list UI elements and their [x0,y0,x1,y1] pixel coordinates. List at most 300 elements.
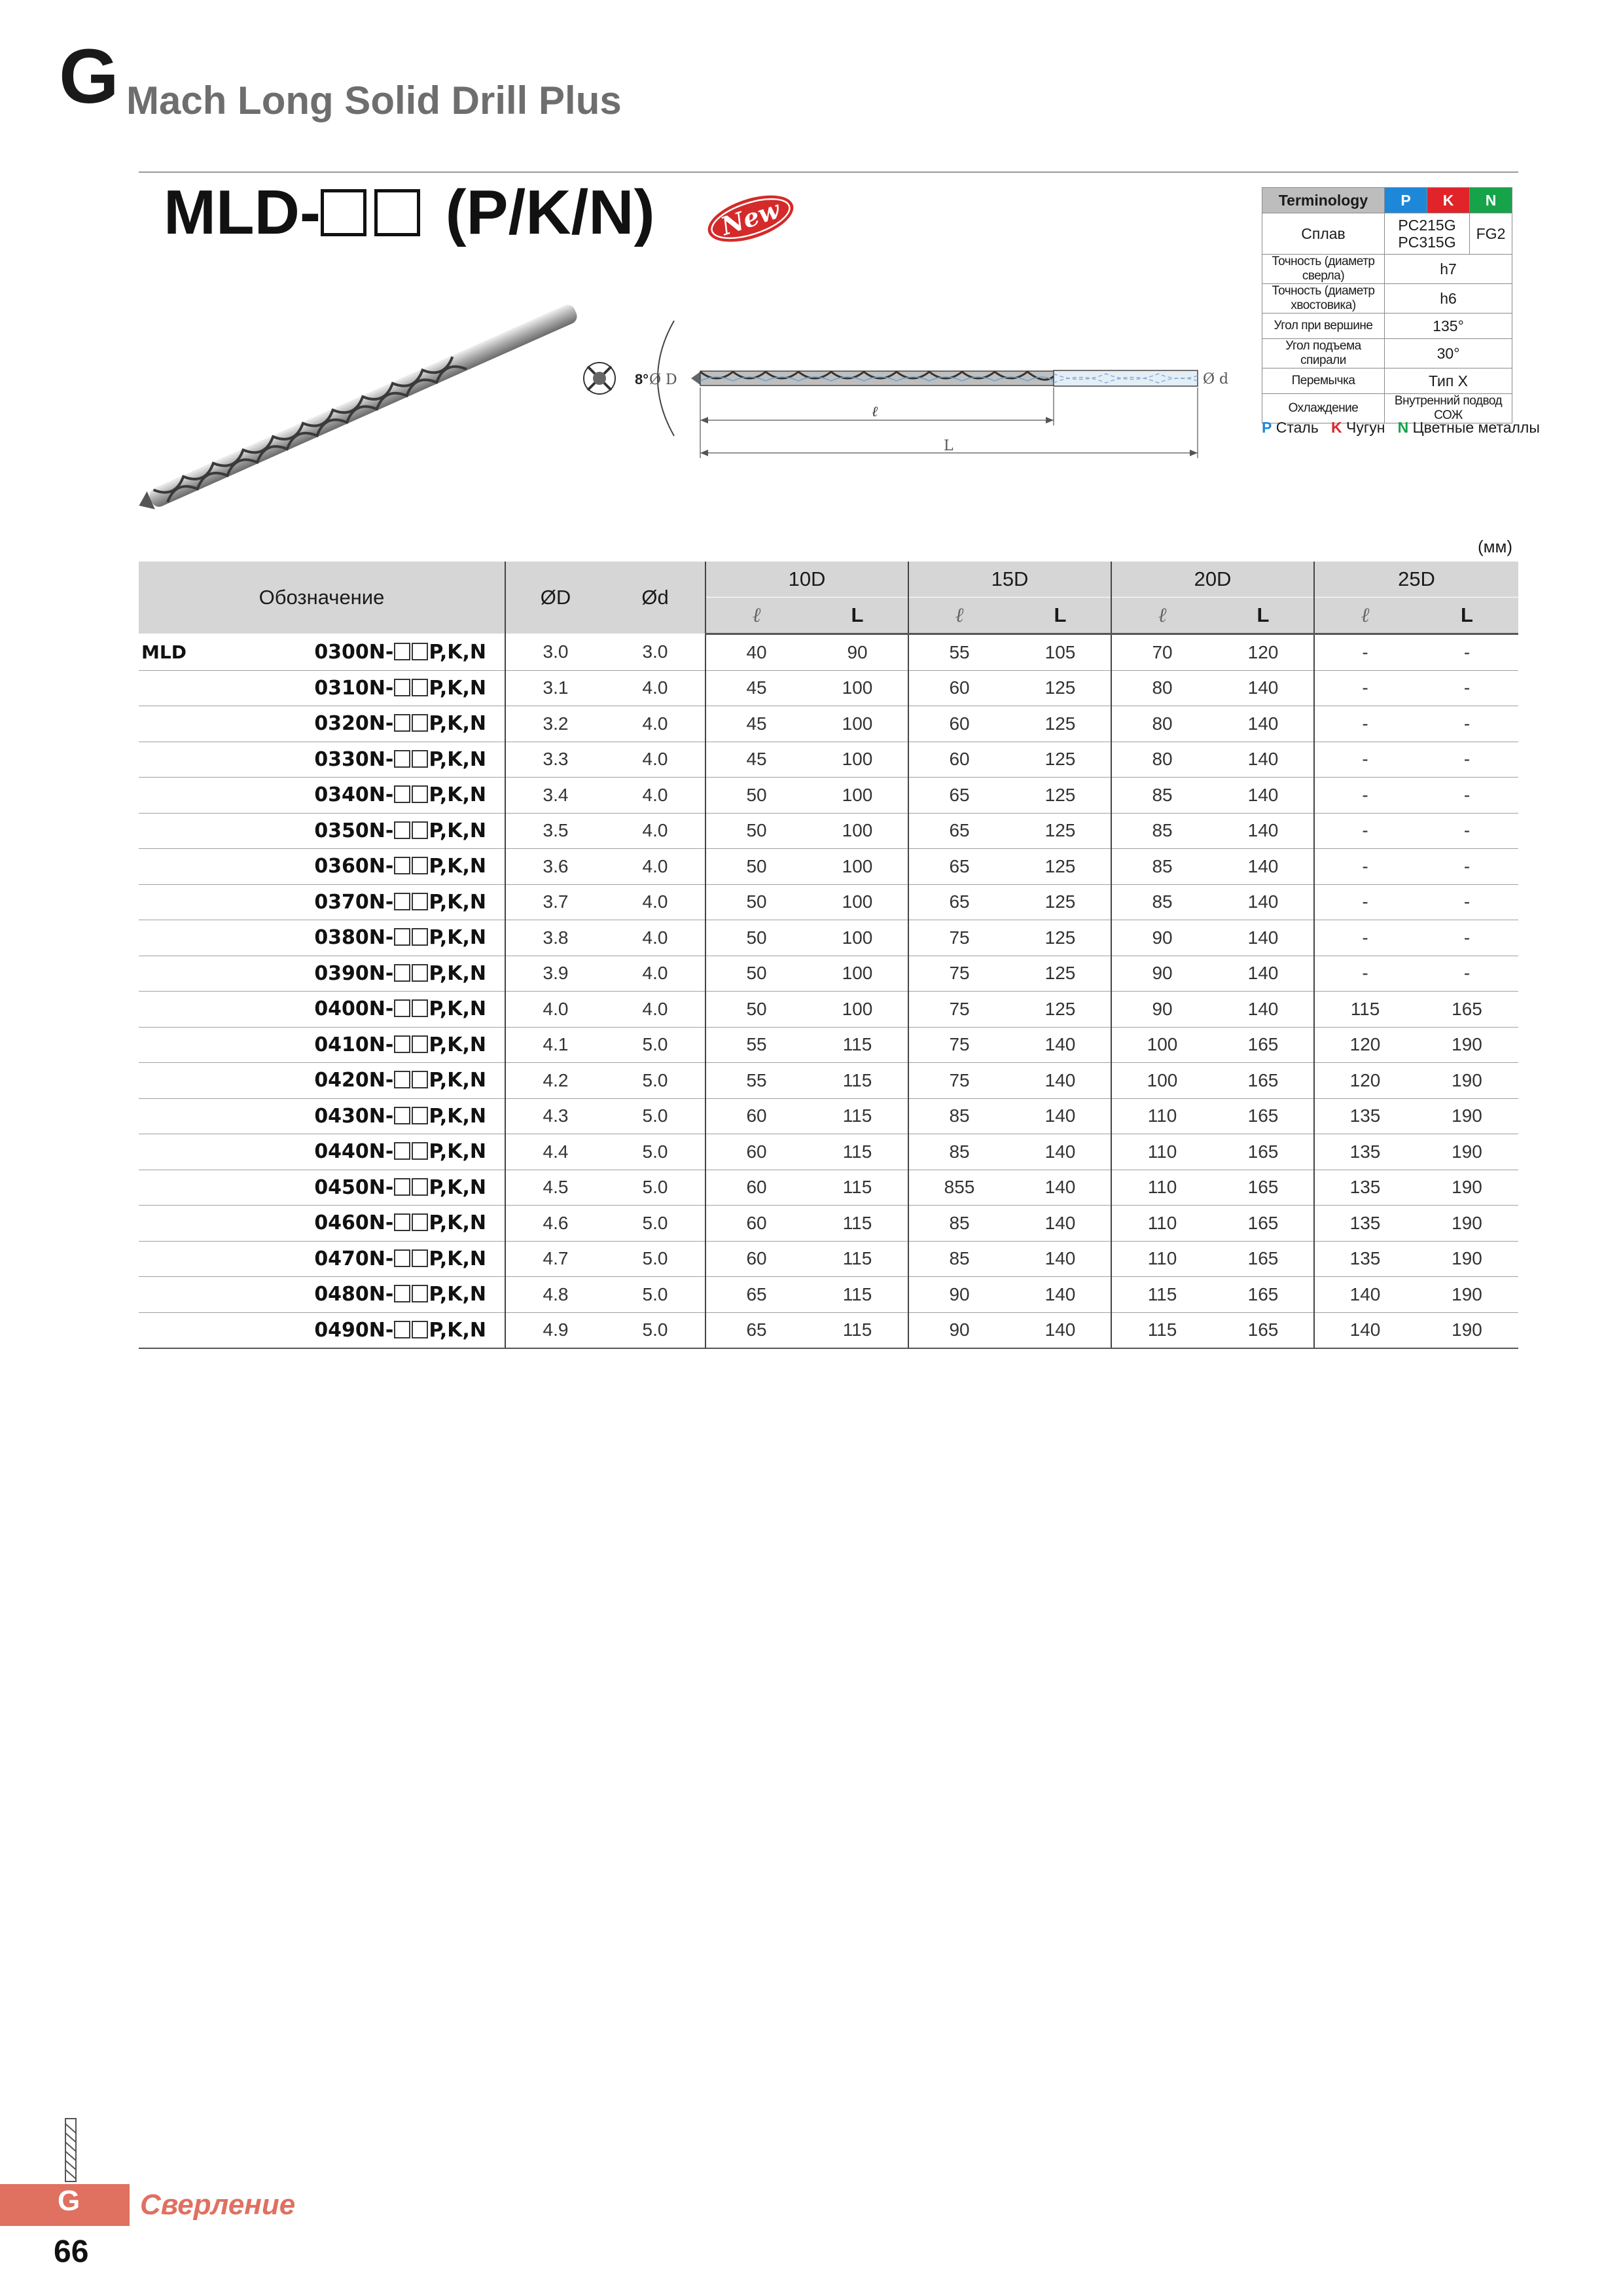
cell-ell: 75 [908,992,1010,1028]
cell-ell: 135 [1314,1134,1416,1170]
table-row [139,956,1518,992]
designation-tail: P,K,N [429,997,487,1021]
cell-D: 3.1 [505,670,605,706]
table-row [139,884,1518,920]
cell-ell: 110 [1111,1241,1213,1277]
cell-ell: 75 [908,1063,1010,1099]
table-row [139,1170,1518,1206]
designation-tail: P,K,N [429,1175,487,1199]
designation-code: 0420N- [314,1069,394,1092]
cell-D: 4.9 [505,1312,605,1348]
cell-L: 90 [807,634,908,671]
cell-ell: - [1314,742,1416,778]
legend-p: P [1262,419,1272,436]
cell-L: 140 [1213,706,1314,742]
designation-code: 0480N- [314,1283,394,1306]
cell-L: 125 [1010,920,1111,956]
cell-L: - [1416,706,1518,742]
placeholder-box-icon [412,750,428,768]
designation-code: 0410N- [314,1033,394,1056]
cell-L: 140 [1010,1312,1111,1348]
cell-ell: 45 [705,706,807,742]
placeholder-box-icon [394,1071,410,1088]
cell-ell: 80 [1111,706,1213,742]
designation-tail: P,K,N [429,712,487,736]
designation-cell [289,778,505,814]
spec-row-value: h6 [1385,284,1512,314]
cell-ell: 55 [705,1063,807,1099]
table-row [139,634,1518,671]
cell-ell: 90 [1111,920,1213,956]
cell-L: 165 [1213,1241,1314,1277]
series-cell [139,956,289,992]
cell-L: 165 [1213,1027,1314,1063]
designation-code: 0370N- [314,890,394,914]
cell-ell: 60 [908,706,1010,742]
cell-L: 190 [1416,1027,1518,1063]
designation-cell [289,884,505,920]
table-row [139,1241,1518,1277]
cell-L: 100 [807,956,908,992]
cell-L: 115 [807,1277,908,1313]
diagram-d-small: Ø d [1203,371,1229,387]
cell-d: 4.0 [605,670,705,706]
cell-ell: 55 [705,1027,807,1063]
placeholder-box-icon [394,1213,410,1231]
cell-L: - [1416,884,1518,920]
spec-row-label: Охлаждение [1262,394,1385,423]
placeholder-box-icon [394,857,410,874]
cell-ell: - [1314,813,1416,849]
placeholder-box-icon [394,679,410,696]
designation-cell [289,1312,505,1348]
placeholder-box-icon [412,679,428,696]
cell-ell: 85 [1111,813,1213,849]
series-cell [139,1170,289,1206]
placeholder-box-icon [412,1249,428,1267]
cell-L: 100 [807,920,908,956]
group-20D: 20D [1111,562,1314,598]
designation-cell [289,1134,505,1170]
cell-ell: 50 [705,884,807,920]
cell-ell: 60 [908,670,1010,706]
cell-L: 115 [807,1063,908,1099]
designation-cell [289,1098,505,1134]
cell-L: - [1416,956,1518,992]
placeholder-box-icon [394,821,410,839]
cell-L: 190 [1416,1170,1518,1206]
designation-cell [289,742,505,778]
cell-L: 140 [1010,1206,1111,1242]
cell-L: 140 [1010,1241,1111,1277]
designation-tail: P,K,N [429,783,487,807]
material-p: P [1385,188,1427,213]
designation-tail: P,K,N [429,1104,487,1128]
alloy-n: FG2 [1470,213,1512,255]
cell-d: 4.0 [605,920,705,956]
alloy-pk [1385,213,1470,255]
cell-ell: 115 [1314,992,1416,1028]
cell-D: 3.8 [505,920,605,956]
cell-ell: 85 [1111,849,1213,885]
cell-L: 100 [807,706,908,742]
series-cell [139,778,289,814]
legend-k: K [1331,419,1342,436]
cell-L: 190 [1416,1098,1518,1134]
cell-L: 140 [1213,670,1314,706]
legend-n: N [1397,419,1409,436]
material-k: K [1427,188,1470,213]
designation-tail: P,K,N [429,640,487,664]
units-label: (мм) [1478,537,1513,556]
cell-ell: 85 [908,1241,1010,1277]
series-cell [139,884,289,920]
placeholder-box-icon [374,189,420,236]
page-title: Mach Long Solid Drill Plus [126,79,622,122]
placeholder-box-icon [394,643,410,660]
cell-D: 4.7 [505,1241,605,1277]
cell-ell: - [1314,956,1416,992]
cell-L: 105 [1010,634,1111,671]
designation-tail: P,K,N [429,1283,487,1306]
diagram-angle: 8° [635,371,649,387]
table-row [139,1312,1518,1348]
designation-tail: P,K,N [429,819,487,842]
cell-d: 5.0 [605,1027,705,1063]
cell-L: 140 [1010,1277,1111,1313]
cell-d: 5.0 [605,1063,705,1099]
placeholder-box-icon [412,643,428,660]
cell-L: 100 [807,992,908,1028]
placeholder-box-icon [412,1321,428,1338]
cell-ell: 110 [1111,1134,1213,1170]
cell-L: 140 [1010,1098,1111,1134]
cell-ell: 115 [1111,1312,1213,1348]
cell-ell: 55 [908,634,1010,671]
spec-row-value: 135° [1385,314,1512,339]
cell-L: 125 [1010,670,1111,706]
table-row [139,1027,1518,1063]
spec-row-label: Угол при вершине [1262,314,1385,339]
cell-L: 125 [1010,992,1111,1028]
placeholder-box-icon [394,999,410,1017]
placeholder-box-icon [412,1071,428,1088]
footer-section-name: Сверление [140,2189,296,2221]
cell-L: 100 [807,778,908,814]
cell-ell: 75 [908,956,1010,992]
cell-L: 190 [1416,1206,1518,1242]
placeholder-box-icon [412,821,428,839]
material-n: N [1470,188,1512,213]
designation-tail: P,K,N [429,926,487,950]
spec-heading: Terminology [1262,188,1385,213]
cell-L: 125 [1010,742,1111,778]
cell-ell: 85 [908,1134,1010,1170]
cell-ell: 100 [1111,1027,1213,1063]
dimensions-table [139,562,1518,1349]
cell-D: 4.6 [505,1206,605,1242]
cell-ell: 120 [1314,1027,1416,1063]
designation-code: 0400N- [314,997,394,1021]
cell-ell: 135 [1314,1098,1416,1134]
diagram-L: L [944,438,954,454]
cell-L: 190 [1416,1312,1518,1348]
cell-ell: 50 [705,920,807,956]
sub-L: L [807,598,908,634]
designation-code: 0350N- [314,819,394,842]
cell-d: 4.0 [605,849,705,885]
designation-tail: P,K,N [429,961,487,985]
drill-icon [63,2117,79,2183]
cell-L: 115 [807,1206,908,1242]
cell-ell: 65 [908,884,1010,920]
table-row [139,813,1518,849]
spec-row-label: Точность (диаметр сверла) [1262,255,1385,284]
group-25D: 25D [1314,562,1518,598]
cell-d: 4.0 [605,742,705,778]
col-designation: Обозначение [139,562,505,634]
drill-diagram [576,308,1230,471]
sub-L: L [1010,598,1111,634]
cell-L: 165 [1213,1134,1314,1170]
designation-cell [289,1027,505,1063]
cell-D: 4.8 [505,1277,605,1313]
designation-tail: P,K,N [429,747,487,771]
designation-code: 0470N- [314,1247,394,1270]
placeholder-box-icon [412,1285,428,1302]
spec-table [1262,187,1512,423]
placeholder-box-icon [394,1249,410,1267]
designation-code: 0430N- [314,1104,394,1128]
cell-L: 115 [807,1027,908,1063]
group-15D: 15D [908,562,1111,598]
footer-section-letter: G [58,2185,80,2217]
designation-tail: P,K,N [429,855,487,878]
cell-ell: 110 [1111,1206,1213,1242]
designation-code: 0460N- [314,1211,394,1235]
series-cell [139,1134,289,1170]
designation-cell [289,1063,505,1099]
cell-L: 165 [1213,1312,1314,1348]
cell-ell: 85 [1111,884,1213,920]
cell-d: 4.0 [605,778,705,814]
placeholder-box-icon [412,714,428,732]
cell-L: 125 [1010,778,1111,814]
cell-L: 115 [807,1170,908,1206]
placeholder-box-icon [394,964,410,982]
designation-cell [289,1206,505,1242]
table-row [139,992,1518,1028]
legend-k-text: Чугун [1346,419,1385,436]
cell-L: 140 [1010,1134,1111,1170]
cell-ell: 110 [1111,1170,1213,1206]
cell-L: 100 [807,670,908,706]
designation-code: 0360N- [314,855,394,878]
designation-code: 0450N- [314,1175,394,1199]
table-row [139,1063,1518,1099]
cell-L: 140 [1213,992,1314,1028]
sub-ell: ℓ [908,598,1010,634]
cell-ell: 65 [705,1312,807,1348]
cell-ell: 50 [705,956,807,992]
material-legend [1262,419,1540,437]
cell-ell: 45 [705,742,807,778]
cell-ell: 80 [1111,670,1213,706]
series-cell [139,1312,289,1348]
placeholder-box-icon [394,750,410,768]
cell-ell: - [1314,884,1416,920]
sub-ell: ℓ [1111,598,1213,634]
legend-p-text: Сталь [1275,419,1319,436]
cell-L: 190 [1416,1134,1518,1170]
series-cell [139,1277,289,1313]
placeholder-box-icon [412,893,428,910]
cell-D: 4.4 [505,1134,605,1170]
cell-L: 190 [1416,1063,1518,1099]
series-cell [139,1027,289,1063]
col-D: ØD [505,562,605,634]
designation-code: 0310N- [314,676,394,700]
table-row [139,1277,1518,1313]
cell-D: 4.0 [505,992,605,1028]
cell-d: 4.0 [605,956,705,992]
cell-L: 140 [1213,742,1314,778]
cell-ell: 90 [1111,992,1213,1028]
cell-ell: 120 [1314,1063,1416,1099]
designation-tail: P,K,N [429,1211,487,1235]
cell-D: 4.3 [505,1098,605,1134]
cell-ell: 60 [705,1241,807,1277]
spec-row-label: Перемычка [1262,368,1385,394]
drill-photo [137,298,589,514]
cell-D: 3.7 [505,884,605,920]
designation-cell [289,992,505,1028]
cell-L: 115 [807,1312,908,1348]
cell-ell: 65 [908,778,1010,814]
dimensions-table-body [139,634,1518,1349]
designation-code: 0330N- [314,747,394,771]
placeholder-box-icon [412,928,428,946]
placeholder-box-icon [412,1213,428,1231]
table-row [139,920,1518,956]
cell-D: 4.5 [505,1170,605,1206]
cell-L: 165 [1213,1170,1314,1206]
cell-L: 190 [1416,1277,1518,1313]
cell-d: 4.0 [605,992,705,1028]
sub-ell: ℓ [705,598,807,634]
series-cell [139,920,289,956]
cell-ell: 60 [908,742,1010,778]
cell-L: 140 [1213,813,1314,849]
cell-L: 140 [1010,1170,1111,1206]
legend-n-text: Цветные металлы [1412,419,1540,436]
cell-D: 4.2 [505,1063,605,1099]
cell-ell: 65 [705,1277,807,1313]
cell-L: 165 [1213,1277,1314,1313]
placeholder-box-icon [394,1321,410,1338]
table-row [139,849,1518,885]
cell-ell: 135 [1314,1241,1416,1277]
table-row [139,1098,1518,1134]
designation-cell [289,670,505,706]
cell-d: 5.0 [605,1170,705,1206]
table-row [139,778,1518,814]
sub-ell: ℓ [1314,598,1416,634]
cell-L: - [1416,742,1518,778]
cell-ell: 135 [1314,1170,1416,1206]
cell-L: - [1416,849,1518,885]
section-letter: G [59,33,119,120]
designation-cell [289,1170,505,1206]
table-row [139,670,1518,706]
placeholder-box-icon [321,189,366,236]
designation-cell [289,956,505,992]
cell-L: 125 [1010,849,1111,885]
cell-L: - [1416,634,1518,671]
designation-cell [289,634,505,671]
cell-ell: 60 [705,1098,807,1134]
series-cell: MLD [139,634,289,671]
cell-D: 3.3 [505,742,605,778]
cell-d: 5.0 [605,1206,705,1242]
designation-code: 0380N- [314,926,394,950]
placeholder-box-icon [412,999,428,1017]
spec-row-value: 30° [1385,339,1512,368]
cell-ell: 135 [1314,1206,1416,1242]
designation-code: 0340N- [314,783,394,807]
series-cell [139,706,289,742]
designation-tail: P,K,N [429,676,487,700]
cell-d: 5.0 [605,1277,705,1313]
designation-code: 0300N- [314,640,394,664]
cell-ell: 85 [1111,778,1213,814]
cell-L: 120 [1213,634,1314,671]
cell-D: 4.1 [505,1027,605,1063]
cell-ell: 80 [1111,742,1213,778]
cell-d: 4.0 [605,884,705,920]
cell-ell: 100 [1111,1063,1213,1099]
cell-D: 3.6 [505,849,605,885]
cell-d: 3.0 [605,634,705,671]
cell-ell: - [1314,670,1416,706]
product-suffix: (P/K/N) [427,177,655,247]
cell-L: 125 [1010,813,1111,849]
table-row [139,1206,1518,1242]
col-d: Ød [605,562,705,634]
cell-ell: 115 [1111,1277,1213,1313]
cell-ell: 75 [908,1027,1010,1063]
placeholder-box-icon [394,714,410,732]
designation-cell [289,1241,505,1277]
placeholder-box-icon [394,1178,410,1196]
cell-L: 140 [1213,920,1314,956]
cell-L: 165 [1213,1098,1314,1134]
cell-L: 190 [1416,1241,1518,1277]
cell-ell: 60 [705,1206,807,1242]
cell-ell: - [1314,778,1416,814]
table-row [139,706,1518,742]
spec-row-value: h7 [1385,255,1512,284]
page-number: 66 [54,2234,89,2269]
cell-ell: 90 [1111,956,1213,992]
spec-row-label: Точность (диаметр хвостовика) [1262,284,1385,314]
cell-L: 140 [1213,884,1314,920]
cell-L: 125 [1010,956,1111,992]
placeholder-box-icon [412,1178,428,1196]
cell-L: 165 [1213,1206,1314,1242]
cell-d: 5.0 [605,1241,705,1277]
cell-L: 115 [807,1098,908,1134]
